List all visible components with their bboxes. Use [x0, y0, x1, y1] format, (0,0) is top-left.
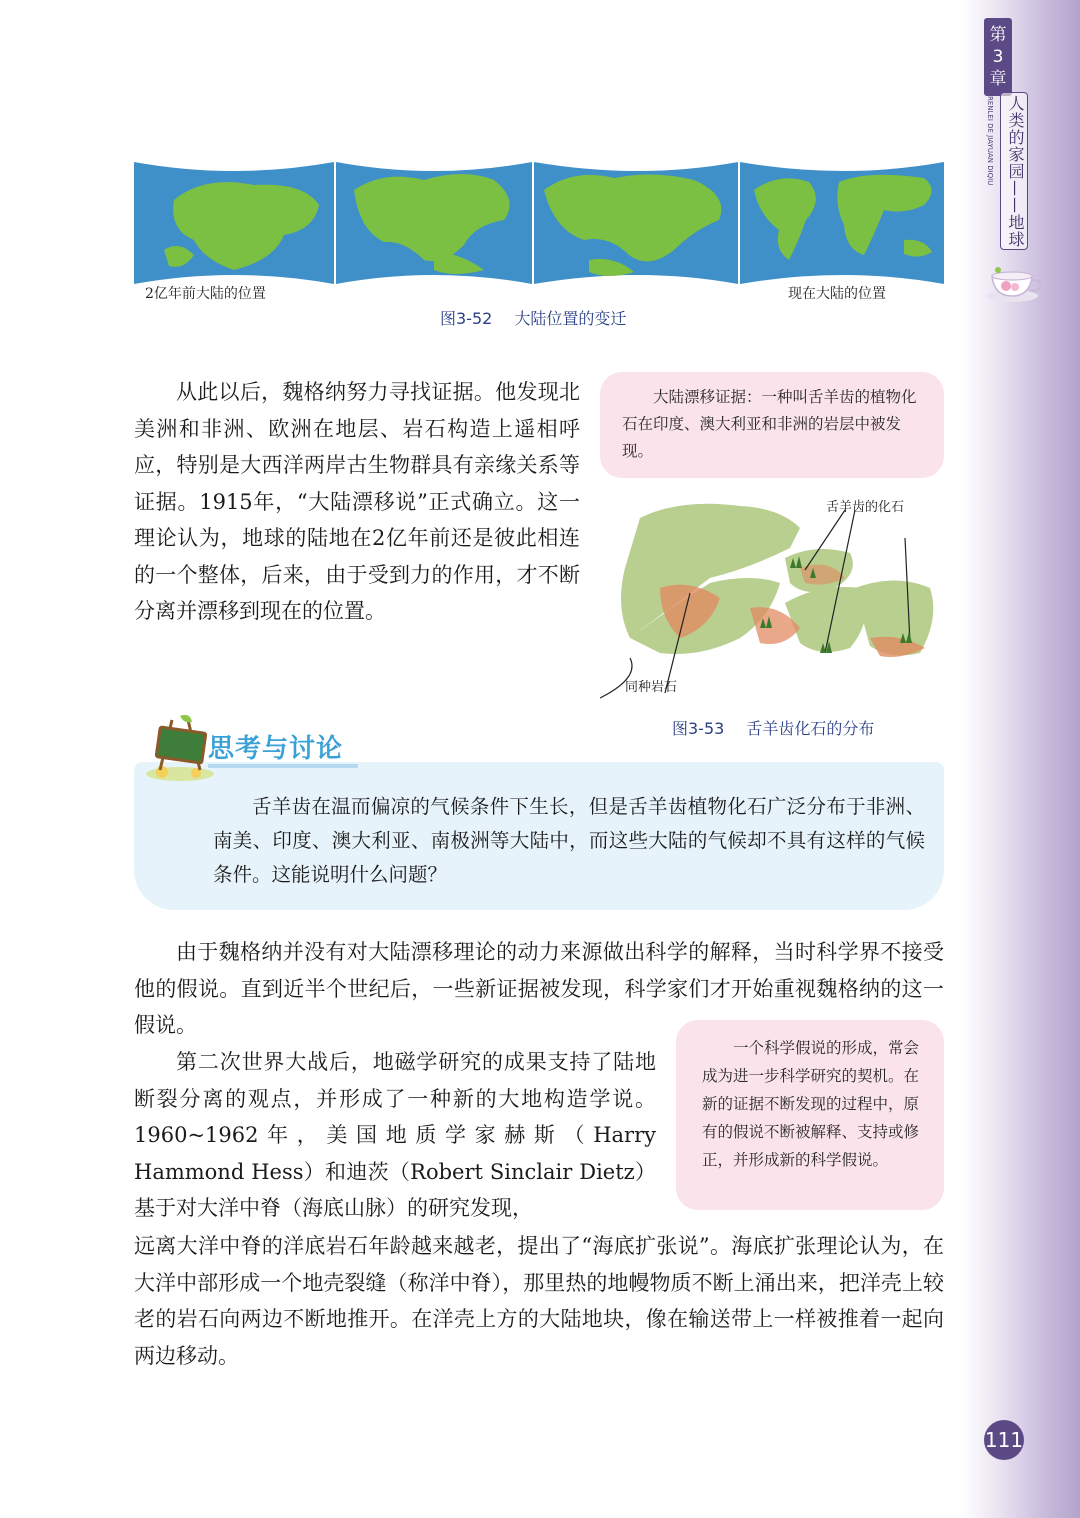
label-same-rock: 同种岩石 [625, 680, 678, 695]
teacup-icon [984, 262, 1046, 304]
figure-52-title: 大陆位置的变迁 [514, 309, 627, 328]
fossil-distribution-map [600, 488, 944, 700]
map-left-label: 2亿年前大陆的位置 [145, 286, 266, 302]
paragraph-3a-text: 第二次世界大战后，地磁学研究的成果支持了陆地断裂分离的观点，并形成了一种新的大地构造学说。1960~1962年，美国地质学家赫斯（Harry Hammond Hess）和迪茨（Robert Sinclair Dietz）基于对大洋中脊（海底山脉）的研究发现， [134, 1050, 656, 1220]
chapter-title: 人类的家园——地球 [1000, 92, 1028, 250]
map-right-label: 现在大陆的位置 [788, 286, 886, 302]
label-fossil: 舌羊齿的化石 [826, 500, 905, 515]
map-panel-1 [134, 162, 334, 284]
chapter-tab [984, 18, 1012, 96]
chapter-label-2: 3 [992, 47, 1004, 67]
think-title-underline [208, 764, 358, 768]
figure-53-number: 图3-53 [672, 719, 725, 738]
page-number: 111 [984, 1420, 1024, 1460]
think-discuss-text: 舌羊齿在温而偏凉的气候条件下生长，但是舌羊齿植物化石广泛分布于非洲、南美、印度、澳大利亚、南极洲等大陆中，而这些大陆的气候却不具有这样的气候条件。这能说明什么问题？ [213, 795, 925, 886]
paragraph-3b-text: 远离大洋中脊的洋底岩石年龄越来越老，提出了“海底扩张说”。海底扩张理论认为，在大洋中部形成一个地壳裂缝（称洋中脊），那里热的地幔物质不断上涌出来，把洋壳上较老的岩石向两边不断地推开。在洋壳上方的大陆地块，像在输送带上一样被推着一起向两边移动。 [134, 1234, 944, 1368]
paragraph-1 [134, 374, 580, 630]
continental-drift-maps [134, 160, 944, 286]
figure-53-caption [672, 716, 874, 739]
think-discuss-content [213, 790, 925, 892]
figure-53-title: 舌羊齿化石的分布 [746, 719, 875, 738]
paragraph-3-part-1 [134, 1044, 656, 1227]
paragraph-1-text: 从此以后，魏格纳努力寻找证据。他发现北美洲和非洲、欧洲在地层、岩石构造上遥相呼应，特别是大西洋两岸古生物群具有亲缘关系等证据。1915年，“大陆漂移说”正式确立。这一理论认为，地球的陆地在2亿年前还是彼此相连的一个整体，后来，由于受到力的作用，才不断分离并漂移到现在的位置。 [134, 380, 580, 623]
chapter-label-3: 章 [989, 69, 1007, 89]
paragraph-2-text: 由于魏格纳并没有对大陆漂移理论的动力来源做出科学的解释，当时科学界不接受他的假说。直到近半个世纪后，一些新证据被发现，科学家们才开始重视魏格纳的这一假说。 [134, 940, 944, 1037]
figure-52-caption [440, 306, 626, 329]
note-evidence-text: 大陆漂移证据：一种叫舌羊齿的植物化石在印度、澳大利亚和非洲的岩层中被发现。 [622, 388, 917, 460]
chapter-label-1: 第 [989, 25, 1007, 45]
think-discuss-title: 思考与讨论 [208, 734, 344, 764]
chapter-pinyin-text: RENLEI DE JIAYUAN DIQIU [986, 96, 994, 186]
chapter-pinyin [986, 96, 996, 236]
paragraph-3-part-2 [134, 1228, 944, 1374]
note-box-hypothesis [676, 1020, 944, 1210]
note-box-evidence [600, 372, 944, 478]
figure-52-number: 图3-52 [440, 309, 493, 328]
map-panel-4 [740, 162, 944, 284]
note-hypothesis-text: 一个科学假说的形成，常会成为进一步科学研究的契机。在新的证据不断发现的过程中，原有的假说不断被解释、支持或修正，并形成新的科学假说。 [702, 1039, 920, 1169]
map-panel-2 [336, 162, 532, 284]
map-panel-3 [534, 162, 738, 284]
